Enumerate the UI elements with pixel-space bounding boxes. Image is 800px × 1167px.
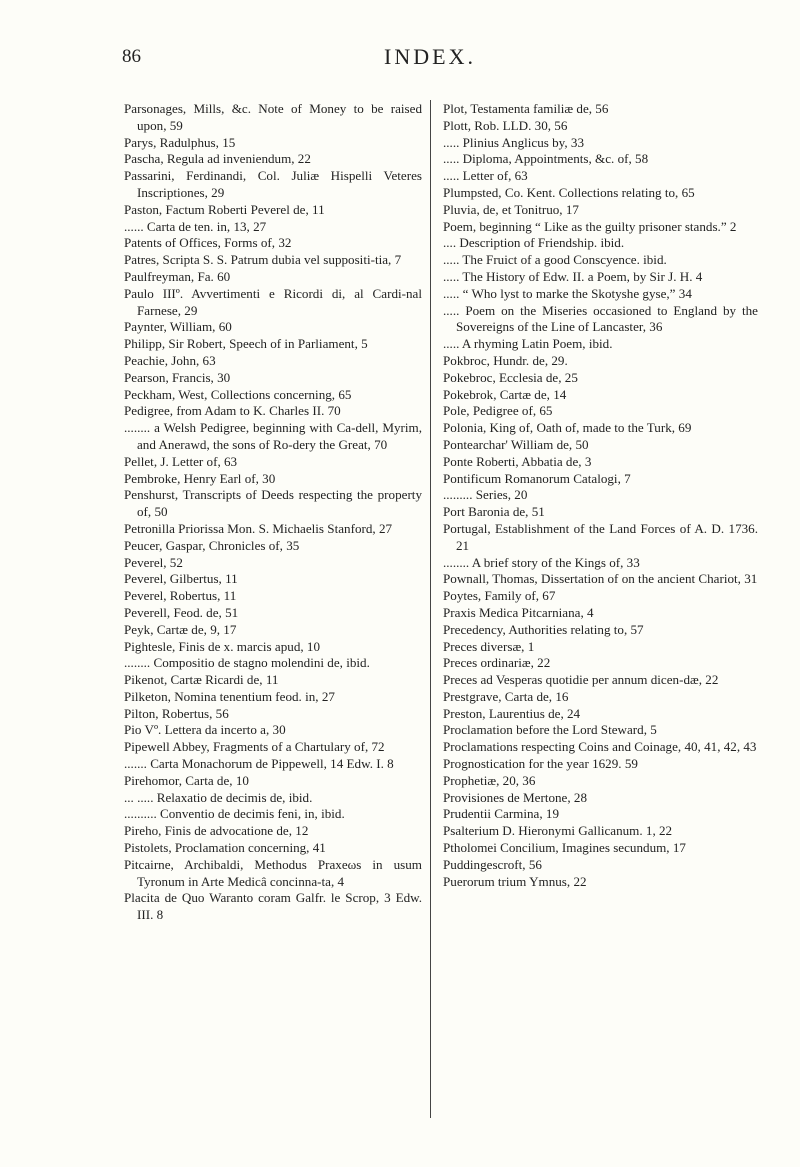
index-entry: ..... Letter of, 63 [443, 168, 528, 184]
index-entry: Pilketon, Nomina tenentium feod. in, 27 [124, 688, 335, 704]
right-column [443, 101, 758, 890]
index-entry: Paulfreyman, Fa. 60 [124, 268, 231, 284]
index-entry: ....... Carta Monachorum de Pippewell, 14 Edw. I. 8 [124, 756, 394, 772]
index-entry: Pearson, Francis, 30 [124, 369, 231, 385]
index-entry: Paynter, William, 60 [124, 319, 232, 335]
index-entry: ..... “ Who lyst to marke the Skotyshe gyse,” 34 [443, 285, 692, 301]
index-entry: Pontificum Romanorum Catalogi, 7 [443, 470, 631, 486]
index-entry: Pightesle, Finis de x. marcis apud, 10 [124, 638, 321, 654]
index-entry: ........ Compositio de stagno molendini de, ibid. [124, 655, 370, 671]
index-entry: Psalterium D. Hieronymi Gallicanum. 1, 22 [443, 823, 673, 839]
index-entry: Preces diversæ, 1 [443, 638, 535, 654]
index-entry: ..... Poem on the Miseries occasioned to England by the Sovereigns of the Line of Lancaster, 36 [443, 302, 758, 335]
index-entry: ........ A brief story of the Kings of, 33 [443, 554, 640, 570]
index-entry: Prophetiæ, 20, 36 [443, 772, 536, 788]
page-number: 86 [122, 46, 141, 67]
index-entry: Preces ordinariæ, 22 [443, 655, 551, 671]
index-entry: .... Description of Friendship. ibid. [443, 235, 625, 251]
index-entry: Pole, Pedigree of, 65 [443, 403, 553, 419]
index-entry: Proclamation before the Lord Steward, 5 [443, 722, 657, 738]
index-entry: Praxis Medica Pitcarniana, 4 [443, 604, 594, 620]
index-entry: Proclamations respecting Coins and Coinage, 40, 41, 42, 43 [443, 739, 757, 755]
index-entry: Plott, Rob. LLD. 30, 56 [443, 117, 568, 133]
index-entry: Passarini, Ferdinandi, Col. Juliæ Hispelli Veteres Inscriptiones, 29 [124, 168, 422, 200]
index-entry: Petronilla Priorissa Mon. S. Michaelis Stanford, 27 [124, 520, 393, 536]
index-entry: Puddingescroft, 56 [443, 856, 542, 872]
index-entry: Paulo IIIº. Avvertimenti e Ricordi di, al Cardi-nal Farnese, 29 [124, 285, 422, 318]
index-entry: Prognostication for the year 1629. 59 [443, 756, 638, 772]
index-entry: ..... Diploma, Appointments, &c. of, 58 [443, 151, 649, 167]
index-entry: Polonia, King of, Oath of, made to the Turk, 69 [443, 420, 692, 436]
index-entry: Preces ad Vesperas quotidie per annum dicen-dæ, 22 [443, 672, 719, 688]
running-title: INDEX. [384, 44, 476, 69]
index-entry: Pokebrok, Cartæ de, 14 [443, 386, 567, 402]
index-entry: ..... Plinius Anglicus by, 33 [443, 134, 585, 150]
index-entry: Peckham, West, Collections concerning, 65 [124, 386, 352, 402]
index-entry: Peverel, 52 [124, 554, 183, 570]
index-entry: Pilton, Robertus, 56 [124, 705, 229, 721]
index-entry: Pontearchar' William de, 50 [443, 436, 589, 452]
index-entry: Portugal, Establishment of the Land Forces of A. D. 1736. 21 [443, 520, 758, 553]
index-entry: Poem, beginning “ Like as the guilty prisoner stands.” 2 [443, 218, 737, 234]
index-entry: ........ a Welsh Pedigree, beginning with Ca-dell, Myrim, and Anerawd, the sons of Ro-dery the Great, 70 [124, 420, 422, 452]
index-entry: Plot, Testamenta familiæ de, 56 [443, 101, 609, 116]
index-entry: Ponte Roberti, Abbatia de, 3 [443, 453, 592, 469]
index-entry: Parys, Radulphus, 15 [124, 134, 236, 150]
index-entry: Paston, Factum Roberti Peverel de, 11 [124, 201, 325, 217]
index-entry: Plumpsted, Co. Kent. Collections relating to, 65 [443, 184, 695, 200]
index-entry: Precedency, Authorities relating to, 57 [443, 621, 644, 637]
index-entry: Peyk, Cartæ de, 9, 17 [124, 621, 237, 637]
index-entry: Pellet, J. Letter of, 63 [124, 453, 238, 469]
index-entry: Patents of Offices, Forms of, 32 [124, 235, 292, 251]
index-entry: Pokbroc, Hundr. de, 29. [443, 352, 568, 368]
index-entry: Philipp, Sir Robert, Speech of in Parliament, 5 [124, 336, 368, 352]
index-entry: ... ..... Relaxatio de decimis de, ibid. [124, 789, 313, 805]
left-column [124, 101, 422, 924]
index-entry: Parsonages, Mills, &c. Note of Money to be raised upon, 59 [124, 101, 422, 133]
index-entry: Peachie, John, 63 [124, 352, 216, 368]
index-entry: ...... Carta de ten. in, 13, 27 [124, 218, 267, 234]
index-entry: Poytes, Family of, 67 [443, 588, 556, 604]
index-entry: Pownall, Thomas, Dissertation of on the ancient Chariot, 31 [443, 571, 758, 587]
index-entry: Pistolets, Proclamation concerning, 41 [124, 840, 326, 856]
index-entry: Pascha, Regula ad inveniendum, 22 [124, 151, 311, 167]
index-entry: .......... Conventio de decimis feni, in, ibid. [124, 806, 345, 822]
index-entry: Pio Vº. Lettera da incerto a, 30 [124, 722, 286, 738]
index-entry: Peverell, Feod. de, 51 [124, 604, 239, 620]
index-entry: Pokebroc, Ecclesia de, 25 [443, 369, 578, 385]
index-entry: Pluvia, de, et Tonitruo, 17 [443, 201, 579, 217]
index-entry: ......... Series, 20 [443, 487, 528, 503]
index-entry: Port Baronia de, 51 [443, 504, 545, 520]
index-entry: Peverel, Gilbertus, 11 [124, 571, 238, 587]
index-entry: ..... The Fruict of a good Conscyence. ibid. [443, 252, 667, 268]
index-entry: Provisiones de Mertone, 28 [443, 789, 588, 805]
column-divider [430, 100, 431, 1118]
index-entry: Prestgrave, Carta de, 16 [443, 688, 569, 704]
index-entry: Placita de Quo Waranto coram Galfr. le Scrop, 3 Edw. III. 8 [124, 890, 422, 923]
index-entry: Preston, Laurentius de, 24 [443, 705, 581, 721]
index-entry: Pirehomor, Carta de, 10 [124, 772, 249, 788]
index-entry: Penshurst, Transcripts of Deeds respecting the property of, 50 [124, 487, 422, 520]
index-entry: Pireho, Finis de advocatione de, 12 [124, 823, 309, 839]
index-entry: Pembroke, Henry Earl of, 30 [124, 470, 276, 486]
index-entry: Pipewell Abbey, Fragments of a Chartulary of, 72 [124, 739, 385, 755]
index-entry: Pikenot, Cartæ Ricardi de, 11 [124, 672, 279, 688]
index-entry: Prudentii Carmina, 19 [443, 806, 560, 822]
index-entry: Patres, Scripta S. S. Patrum dubia vel suppositi-tia, 7 [124, 252, 402, 268]
index-entry: Puerorum trium Ymnus, 22 [443, 873, 587, 889]
index-entry: ..... A rhyming Latin Poem, ibid. [443, 336, 613, 352]
index-entry: Pitcairne, Archibaldi, Methodus Praxeωs in usum Tyronum in Arte Medicâ concinna-ta, 4 [124, 856, 422, 889]
index-entry: Peverel, Robertus, 11 [124, 588, 237, 604]
index-entry: ..... The History of Edw. II. a Poem, by Sir J. H. 4 [443, 268, 703, 284]
index-entry: Pedigree, from Adam to K. Charles II. 70 [124, 403, 341, 419]
index-entry: Peucer, Gaspar, Chronicles of, 35 [124, 537, 300, 553]
index-entry: Ptholomei Concilium, Imagines secundum, 17 [443, 840, 686, 856]
